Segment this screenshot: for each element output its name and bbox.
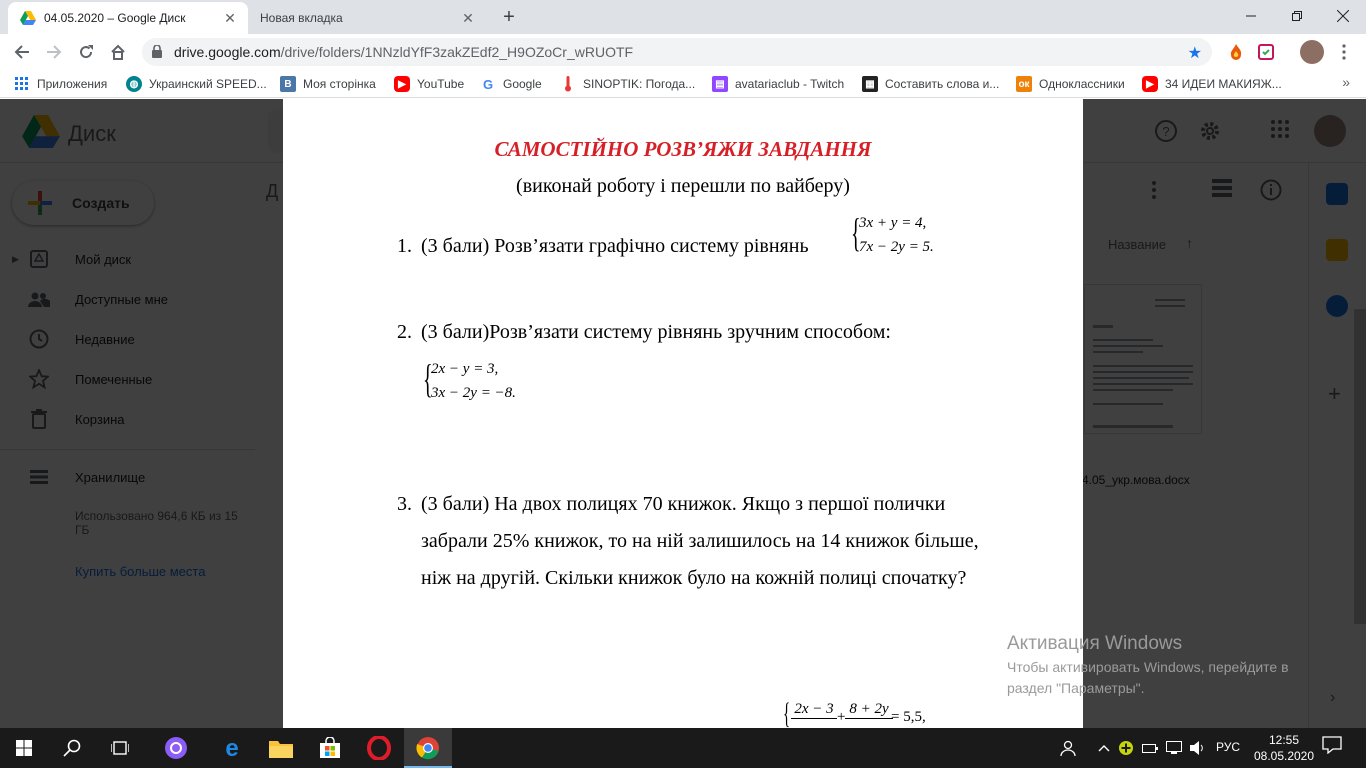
windows-start-icon[interactable] — [0, 728, 48, 768]
home-icon[interactable] — [106, 40, 130, 64]
close-window-icon[interactable] — [1320, 0, 1366, 32]
kebab-menu-icon[interactable] — [1334, 42, 1354, 62]
tab-google-drive[interactable] — [8, 2, 248, 34]
bookmark-ok[interactable]: ок Одноклассники — [1016, 76, 1125, 92]
new-tab-plus-icon[interactable]: + — [503, 6, 515, 28]
alice-assistant-icon[interactable] — [152, 728, 200, 768]
task-text-line: (3 бали) На двох полицях 70 книжок. Якщо з першої полички — [421, 493, 946, 515]
browser-toolbar — [0, 34, 1366, 70]
clock-time: 12:55 — [1268, 733, 1300, 747]
bookmarks-overflow-icon[interactable]: » — [1342, 74, 1350, 90]
bookmark-google[interactable]: G Google — [480, 76, 542, 92]
fire-extension-icon[interactable] — [1226, 42, 1246, 62]
update-badge-icon[interactable] — [1118, 740, 1134, 756]
tab-title: 04.05.2020 – Google Диск — [44, 11, 186, 25]
tab-new-tab[interactable] — [250, 2, 486, 34]
chrome-browser-icon[interactable] — [404, 728, 452, 768]
task-text-line: забрали 25% книжок, то на ній залишилось на 14 книжок більше, — [421, 530, 979, 552]
store-bag-icon[interactable] — [306, 728, 354, 768]
thermometer-icon — [560, 76, 576, 92]
equation: 7x − 2y = 5. — [859, 239, 934, 255]
bookmarks-bar — [0, 70, 1366, 98]
search-icon[interactable] — [48, 728, 96, 768]
equation: 3x − 2y = −8. — [431, 385, 516, 401]
brace-glyph: { — [423, 356, 433, 401]
people-icon[interactable] — [1060, 740, 1076, 756]
task-view-icon[interactable] — [96, 728, 144, 768]
windows-activation-title: Активация Windows — [1007, 633, 1183, 654]
apps-grid-icon — [14, 76, 30, 92]
task-number: 1. — [397, 235, 412, 257]
url-text: drive.google.com/drive/folders/1NNzldYfF3zakZEdf2_H9OZoCr_wRUOTF — [174, 44, 634, 60]
opera-browser-icon[interactable] — [355, 728, 403, 768]
bookmark-youtube[interactable]: ▶ YouTube — [394, 76, 464, 92]
task-number: 3. — [397, 493, 412, 515]
equation-system-1 — [851, 211, 971, 261]
bookmark-twitch[interactable]: ▤ avatariaclub - Twitch — [712, 76, 844, 92]
tab-title: Новая вкладка — [260, 11, 343, 25]
address-bar[interactable] — [142, 38, 1212, 66]
shield-extension-icon[interactable] — [1256, 42, 1276, 62]
windows-activation-body: Чтобы активировать Windows, перейдите в раздел "Параметры". — [1007, 659, 1289, 696]
brace-glyph: { — [851, 210, 861, 255]
input-language-indicator[interactable]: РУС — [1216, 740, 1241, 754]
svg-text:e: e — [225, 736, 239, 760]
document-subheading: (виконай роботу і перешли по вайберу) — [516, 175, 850, 197]
ok-icon: ок — [1016, 76, 1032, 92]
partial-equation — [783, 699, 983, 728]
file-explorer-icon[interactable] — [257, 728, 305, 768]
task-text: (3 бали) Розв’язати графічно систему рівнянь — [421, 235, 809, 257]
vk-icon: В — [280, 76, 296, 92]
close-tab-icon[interactable]: ✕ — [462, 10, 474, 26]
puzzle-icon: ▦ — [862, 76, 878, 92]
twitch-icon: ▤ — [712, 76, 728, 92]
clock-date: 08.05.2020 — [1253, 749, 1315, 763]
fraction-numerator: 8 + 2y — [845, 701, 893, 719]
edge-browser-icon[interactable] — [208, 728, 256, 768]
minimize-icon[interactable] — [1228, 0, 1274, 32]
windows-taskbar — [0, 728, 1366, 768]
bookmark-star-icon[interactable]: ★ — [1187, 45, 1202, 62]
task-text-line: ніж на другій. Скільки книжок було на кожній полиці спочатку? — [421, 567, 967, 589]
equation: 2x − y = 3, — [431, 361, 499, 377]
network-icon[interactable] — [1166, 740, 1182, 756]
task-number: 2. — [397, 321, 412, 343]
task-3 — [283, 493, 1083, 605]
google-drive-icon — [20, 10, 36, 26]
equation: 3x + y = 4, — [859, 215, 927, 231]
battery-power-icon[interactable] — [1142, 740, 1158, 756]
show-hidden-icons-chevron-icon[interactable] — [1096, 740, 1112, 756]
lock-icon — [152, 45, 162, 63]
close-tab-icon[interactable]: ✕ — [224, 10, 236, 26]
task-2 — [283, 321, 1083, 351]
browser-tab-strip — [0, 0, 1366, 34]
globe-icon: ◍ — [126, 76, 142, 92]
document-heading: САМОСТІЙНО РОЗВ’ЯЖИ ЗАВДАННЯ — [494, 137, 872, 161]
profile-avatar-icon[interactable] — [1300, 40, 1324, 64]
reload-icon[interactable] — [74, 40, 98, 64]
system-clock[interactable] — [1252, 732, 1316, 764]
task-text: (3 бали)Розв’язати систему рівнянь зручним способом: — [421, 321, 891, 343]
equation-system-2 — [423, 357, 543, 407]
bookmark-speed[interactable]: ◍ Украинский SPEED... — [126, 76, 267, 92]
action-center-icon[interactable] — [1322, 736, 1346, 760]
document-preview-page — [283, 99, 1083, 728]
volume-speaker-icon[interactable] — [1190, 740, 1206, 756]
bookmark-words[interactable]: ▦ Составить слова и... — [862, 76, 999, 92]
youtube-icon: ▶ — [394, 76, 410, 92]
forward-arrow-icon[interactable] — [42, 40, 66, 64]
google-icon: G — [482, 76, 494, 92]
bookmark-sinoptik[interactable]: SINOPTIK: Погода... — [560, 76, 695, 92]
brace-glyph: { — [783, 697, 791, 728]
youtube-icon: ▶ — [1142, 76, 1158, 92]
plus-sign: + — [835, 709, 847, 725]
restore-icon[interactable] — [1274, 0, 1320, 32]
bookmark-apps[interactable]: Приложения — [14, 76, 107, 92]
back-arrow-icon[interactable] — [10, 40, 34, 64]
bookmark-makeup[interactable]: ▶ 34 ИДЕИ МАКИЯЖ... — [1142, 76, 1282, 92]
bookmark-vk[interactable]: В Моя сторінка — [280, 76, 376, 92]
fraction-numerator: 2x − 3 — [791, 701, 837, 719]
equation-rhs: = 5,5, — [891, 709, 926, 725]
